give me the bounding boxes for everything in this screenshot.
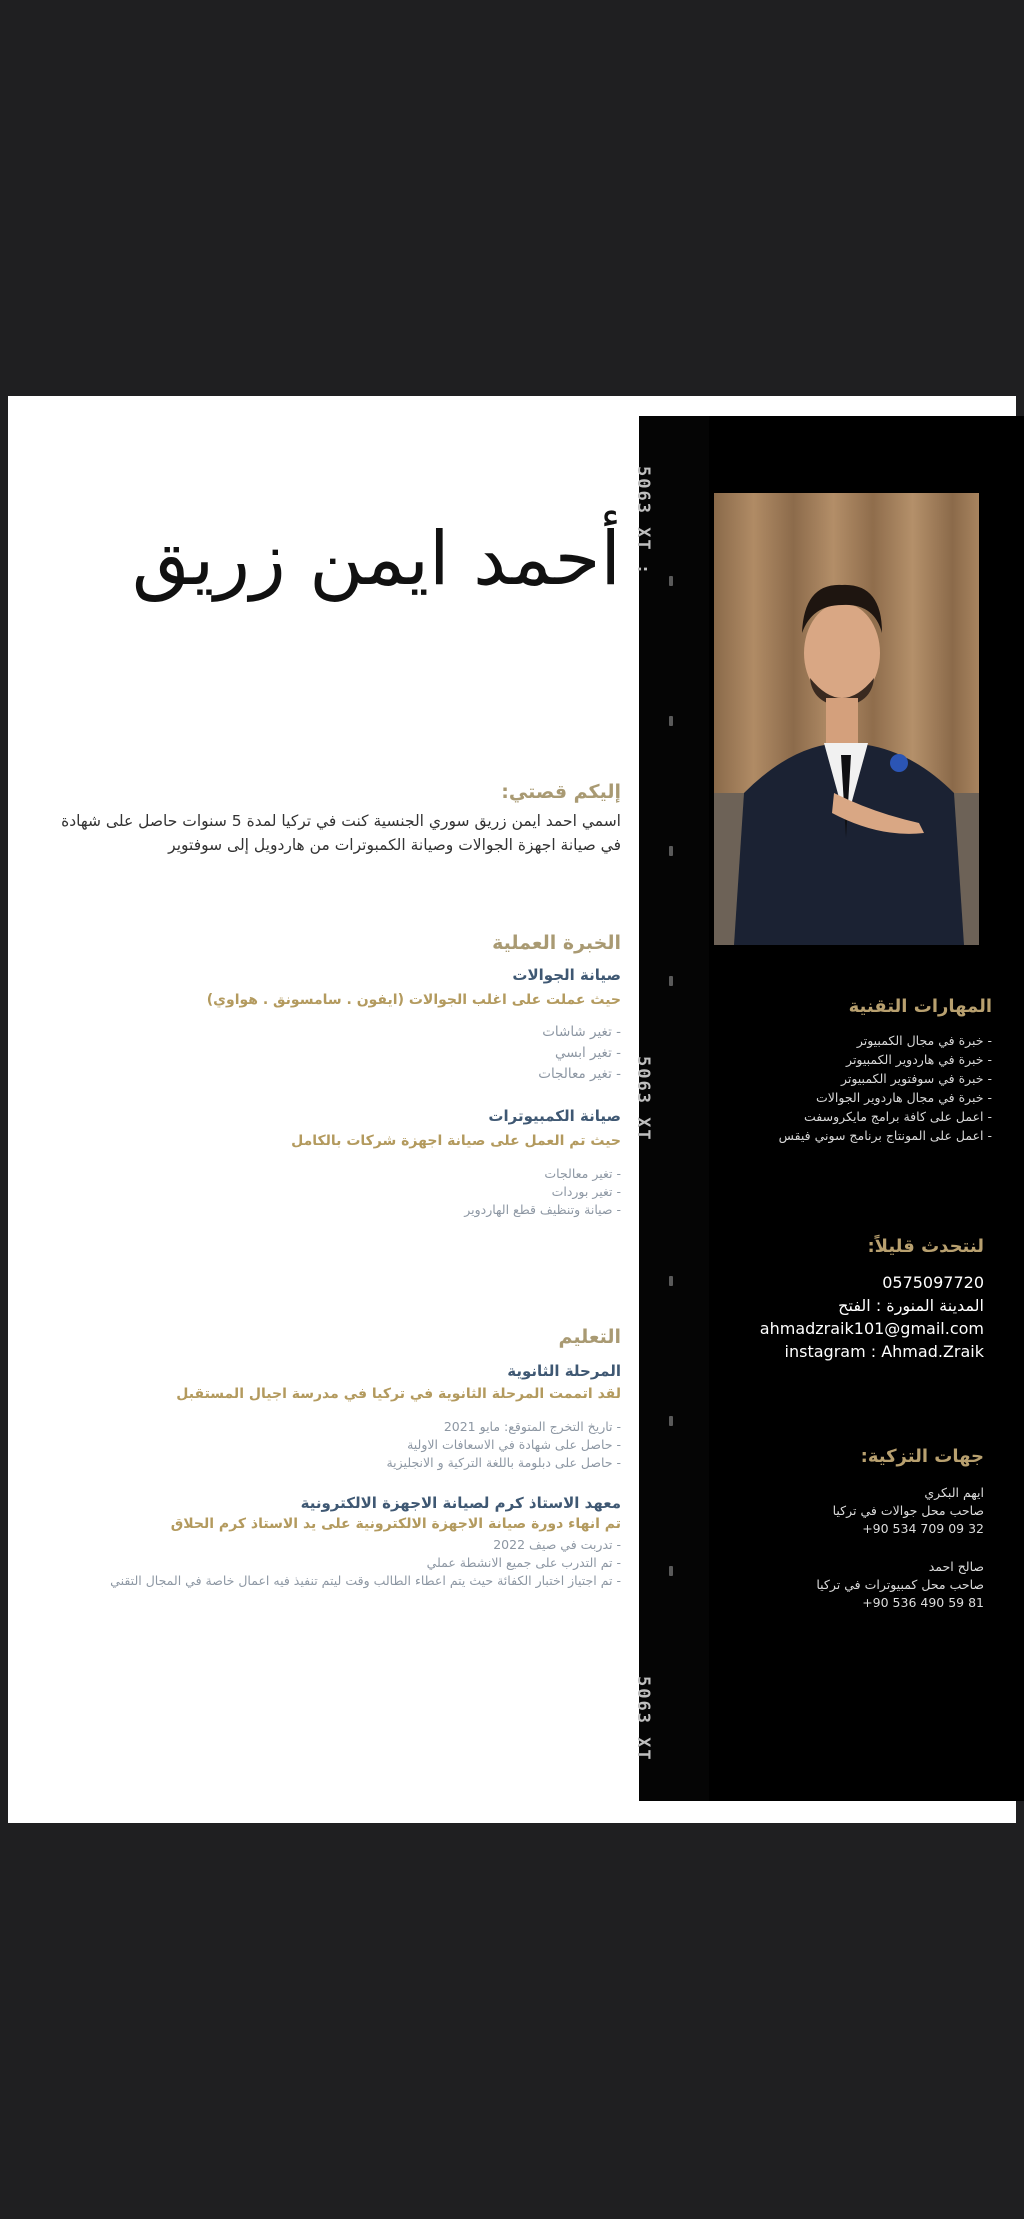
- institute-subtitle: تم انهاء دورة صيانة الاجهزة الالكترونية على يد الاستاذ كرم الحلاق: [170, 1516, 621, 1532]
- institute-title: معهد الاستاذ كرم لصيانة الاجهزة الالكترونية: [300, 1494, 621, 1512]
- experience-section: [207, 932, 621, 1219]
- film-code: 5063 XT: [633, 1056, 653, 1142]
- computers-list: [207, 1165, 621, 1219]
- list-item: - اعمل على المونتاج برنامج سوني فيقس: [778, 1128, 992, 1143]
- secondary-title: المرحلة الثانوية: [507, 1362, 621, 1380]
- reference-2: [816, 1558, 984, 1612]
- film-hole: [669, 846, 673, 856]
- film-hole: [669, 576, 673, 586]
- film-hole: [669, 976, 673, 986]
- list-item: - صيانة وتنظيف قطع الهاردوير: [464, 1202, 621, 1217]
- film-hole: [669, 716, 673, 726]
- list-item: - خبرة في سوفتوير الكمبيوتر: [840, 1071, 992, 1086]
- references-title: جهات التزكية:: [860, 1446, 984, 1467]
- institute-list: [110, 1536, 621, 1590]
- reference-role: صاحب محل جوالات في تركيا: [832, 1503, 984, 1518]
- reference-phone: +90 534 709 09 32: [862, 1521, 984, 1536]
- list-item: - تم التدرب على جميع الانشطة عملي: [426, 1555, 621, 1570]
- contact-title: لنتحدث قليلاً:: [867, 1236, 984, 1257]
- list-item: - تغير ابسي: [554, 1045, 621, 1061]
- phones-title: صيانة الجوالات: [512, 966, 621, 984]
- list-item: - تم اجتياز اختبار الكفائة حيث يتم اعطاء الطالب وقت ليتم تنفيذ فيه اعمال خاصة في المجال التقني: [110, 1573, 621, 1588]
- list-item: - تغير معالجات: [538, 1066, 621, 1082]
- list-item: - اعمل على كافة برامج مايكروسفت: [804, 1109, 992, 1124]
- computers-subtitle: حيث تم العمل على صيانة اجهزة شركات بالكامل: [291, 1133, 621, 1149]
- reference-role: صاحب محل كمبيوترات في تركيا: [816, 1577, 984, 1592]
- contact-city: المدينة المنورة : الفتح: [838, 1296, 984, 1315]
- film-code: 5063 XT :: [633, 466, 653, 577]
- resume-page: [8, 396, 1016, 1823]
- secondary-list: [110, 1418, 621, 1472]
- profile-photo: [714, 493, 979, 945]
- resume-name: أحمد ايمن زريق: [131, 516, 621, 602]
- reference-name: ايهم البكري: [924, 1485, 984, 1500]
- reference-phone: +90 536 490 59 81: [862, 1595, 984, 1610]
- list-item: - تغير معالجات: [544, 1166, 621, 1181]
- film-code: 5063 XT: [633, 1676, 653, 1762]
- reference-1: [833, 1484, 984, 1538]
- contact-email[interactable]: ahmadzraik101@gmail.com: [759, 1319, 984, 1338]
- education-section: [110, 1326, 621, 1590]
- contact-instagram[interactable]: instagram : Ahmad.Zraik: [784, 1342, 984, 1361]
- story-text: اسمي احمد ايمن زريق سوري الجنسية كنت في تركيا لمدة 5 سنوات حاصل على شهادة في صيانة اجهزة الجوالات وصيانة الكمبوترات من هاردويل إلى سوفتوير: [61, 812, 621, 854]
- side-panel: [633, 416, 1024, 1801]
- list-item: - تدربت في صيف 2022: [493, 1537, 621, 1552]
- secondary-subtitle: لقد اتممت المرحلة الثانوية في تركيا في مدرسة اجيال المستقبل: [176, 1386, 621, 1402]
- education-title: التعليم: [558, 1326, 621, 1348]
- film-hole: [669, 1566, 673, 1576]
- list-item: - تغير شاشات: [542, 1024, 621, 1040]
- story-section: [61, 781, 621, 857]
- film-hole: [669, 1276, 673, 1286]
- reference-name: صالح احمد: [928, 1559, 984, 1574]
- phones-list: [207, 1022, 621, 1085]
- phones-subtitle: حيث عملت على اغلب الجوالات (ايفون . سامسونق . هواوي): [206, 992, 621, 1008]
- list-item: - حاصل على دبلومة باللغة التركية و الانجليزية: [386, 1455, 621, 1470]
- computers-title: صيانة الكمبيوترات: [488, 1107, 621, 1125]
- experience-title: الخبرة العملية: [492, 932, 621, 954]
- list-item: - خبرة في مجال هاردوير الجوالات: [816, 1090, 992, 1105]
- skills-title: المهارات التقنية: [848, 996, 992, 1017]
- list-item: - خبرة في مجال الكمبيوتر: [856, 1033, 992, 1048]
- contact-info: [760, 1271, 984, 1363]
- story-title: إليكم قصتي:: [501, 781, 621, 803]
- skills-list: [692, 1031, 992, 1145]
- list-item: - خبرة في هاردوير الكمبيوتر: [846, 1052, 992, 1067]
- film-hole: [669, 1416, 673, 1426]
- contact-phone[interactable]: 0575097720: [882, 1273, 984, 1292]
- list-item: - تاريخ التخرج المتوقع: مايو 2021: [443, 1419, 621, 1434]
- list-item: - تغير بوردات: [551, 1184, 621, 1199]
- list-item: - حاصل على شهادة في الاسعافات الاولية: [407, 1437, 621, 1452]
